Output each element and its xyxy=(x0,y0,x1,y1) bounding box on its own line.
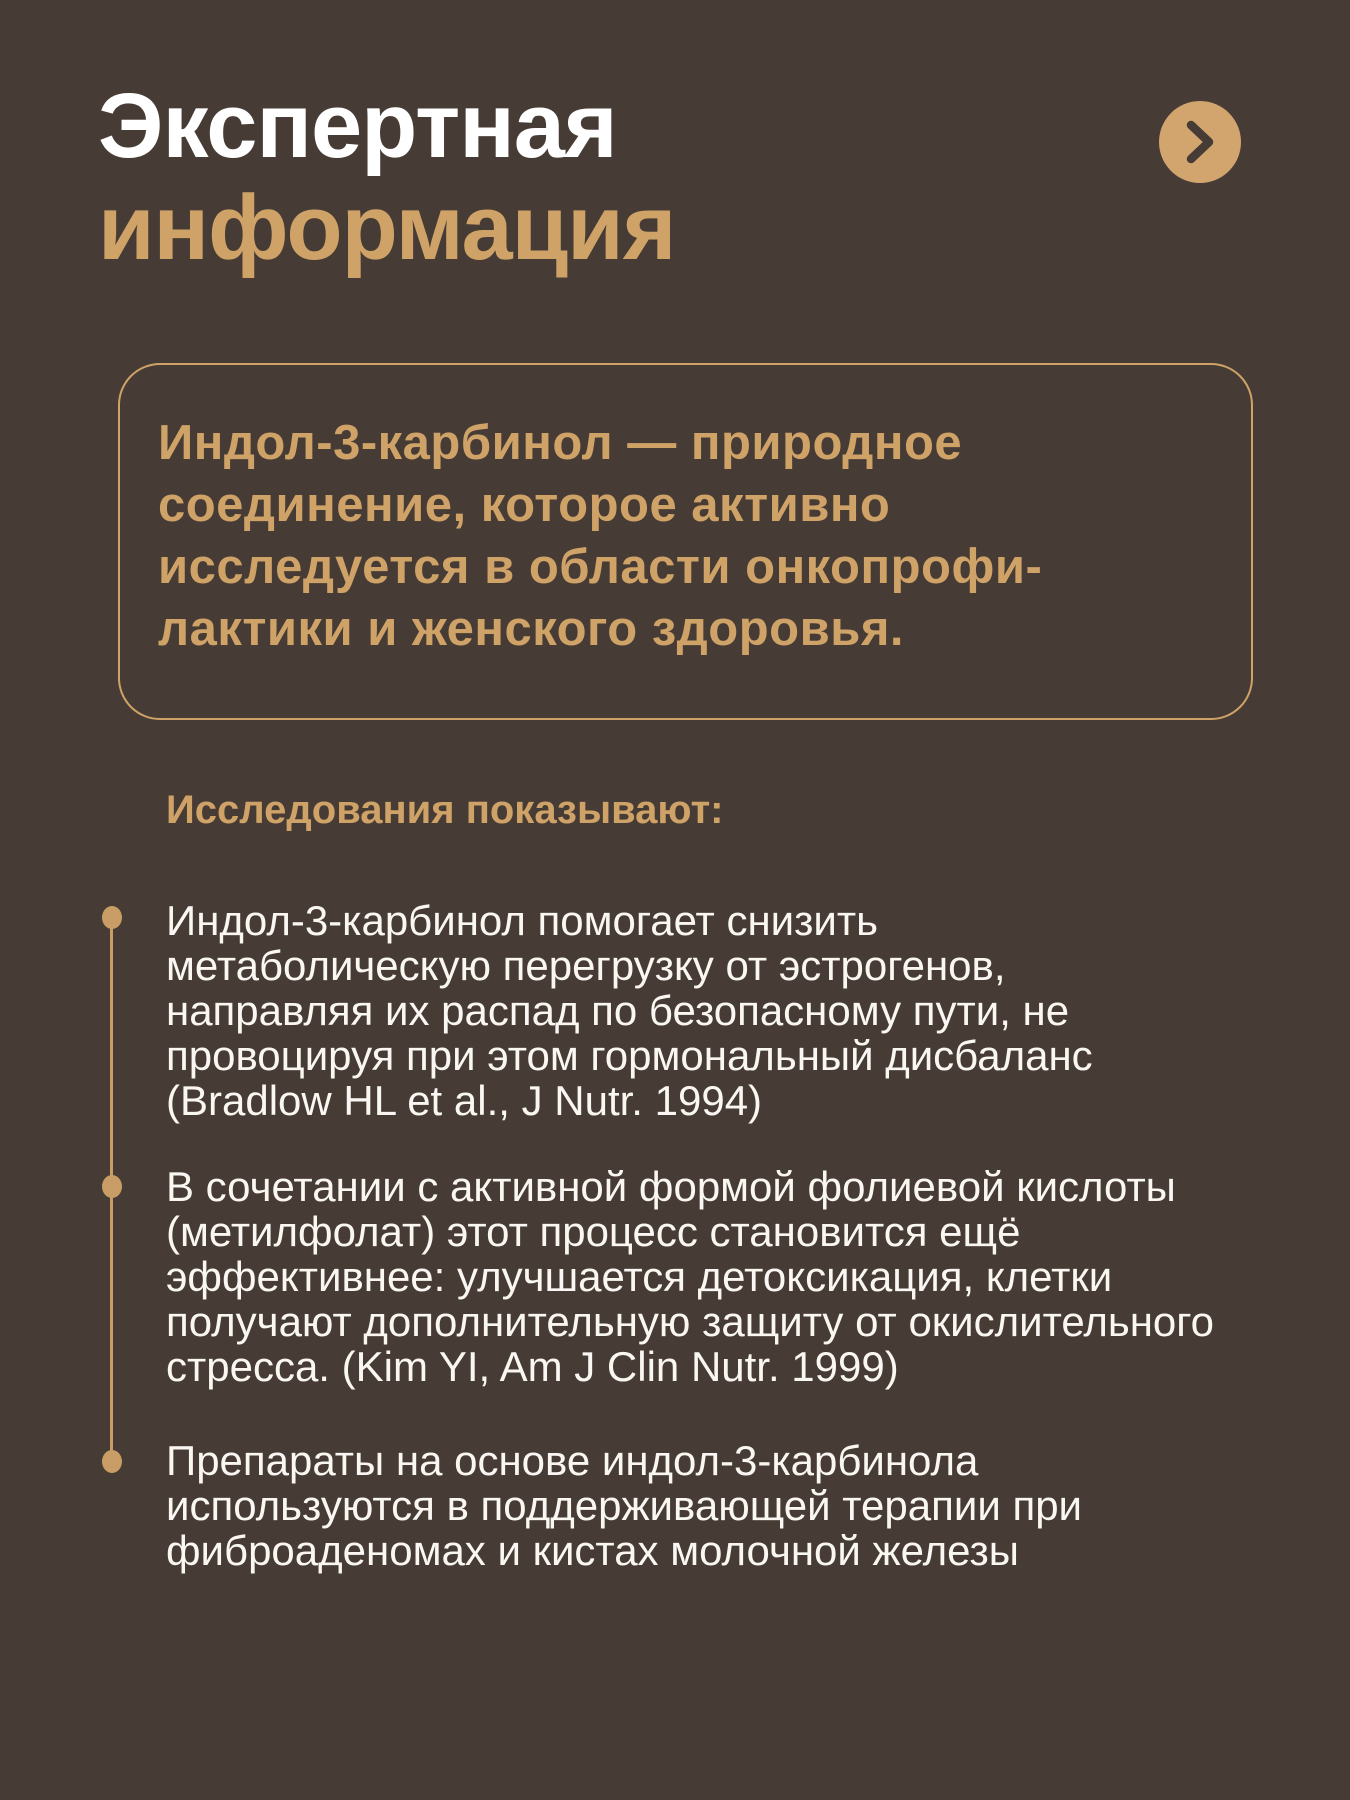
bullet-line: Индол-3-карбинол помогает снизить xyxy=(166,897,878,944)
bullet-item xyxy=(166,1164,1214,1389)
bullet-line: получают дополнительную защиту от окислительного xyxy=(166,1298,1215,1345)
bullet-line: (Bradlow HL et al., J Nutr. 1994) xyxy=(166,1077,763,1124)
bullet-item xyxy=(166,898,1093,1123)
bullet-dot-icon xyxy=(102,1175,122,1198)
page-title xyxy=(98,75,675,279)
section-heading: Исследования показывают: xyxy=(166,788,724,832)
quote-line: соединение, которое активно xyxy=(158,478,891,532)
bullet-line: фиброаденомах и кистах молочной железы xyxy=(166,1527,1019,1574)
chevron-right-icon xyxy=(1182,116,1218,168)
bullet-line: (метилфолат) этот процесс становится ещё xyxy=(166,1208,1021,1255)
quote-box xyxy=(118,363,1253,720)
title-line-1: Экспертная xyxy=(98,75,617,177)
bullet-item xyxy=(166,1438,1082,1573)
bullet-line: провоцируя при этом гормональный дисбаланс xyxy=(166,1032,1093,1079)
bullet-line: направляя их распад по безопасному пути, не xyxy=(166,987,1070,1034)
bullet-dot-icon xyxy=(102,1450,122,1473)
next-slide-button[interactable] xyxy=(1159,101,1241,183)
quote-line: лактики и женского здоровья. xyxy=(158,602,905,656)
bullet-line: стресса. (Kim YI, Am J Clin Nutr. 1999) xyxy=(166,1343,899,1390)
quote-text xyxy=(158,412,1042,660)
bullet-line: метаболическую перегрузку от эстрогенов, xyxy=(166,942,1006,989)
bullet-line: эффективнее: улучшается детоксикация, клетки xyxy=(166,1253,1113,1300)
quote-line: Индол-3-карбинол — природное xyxy=(158,416,963,470)
quote-line: исследуется в области онкопрофи- xyxy=(158,540,1043,594)
bullet-dot-icon xyxy=(102,906,122,929)
bullet-line: В сочетании с активной формой фолиевой кислоты xyxy=(166,1163,1176,1210)
bullet-line: Препараты на основе индол-3-карбинола xyxy=(166,1437,979,1484)
title-line-2: информация xyxy=(98,177,676,279)
bullet-line: используются в поддерживающей терапии при xyxy=(166,1482,1083,1529)
